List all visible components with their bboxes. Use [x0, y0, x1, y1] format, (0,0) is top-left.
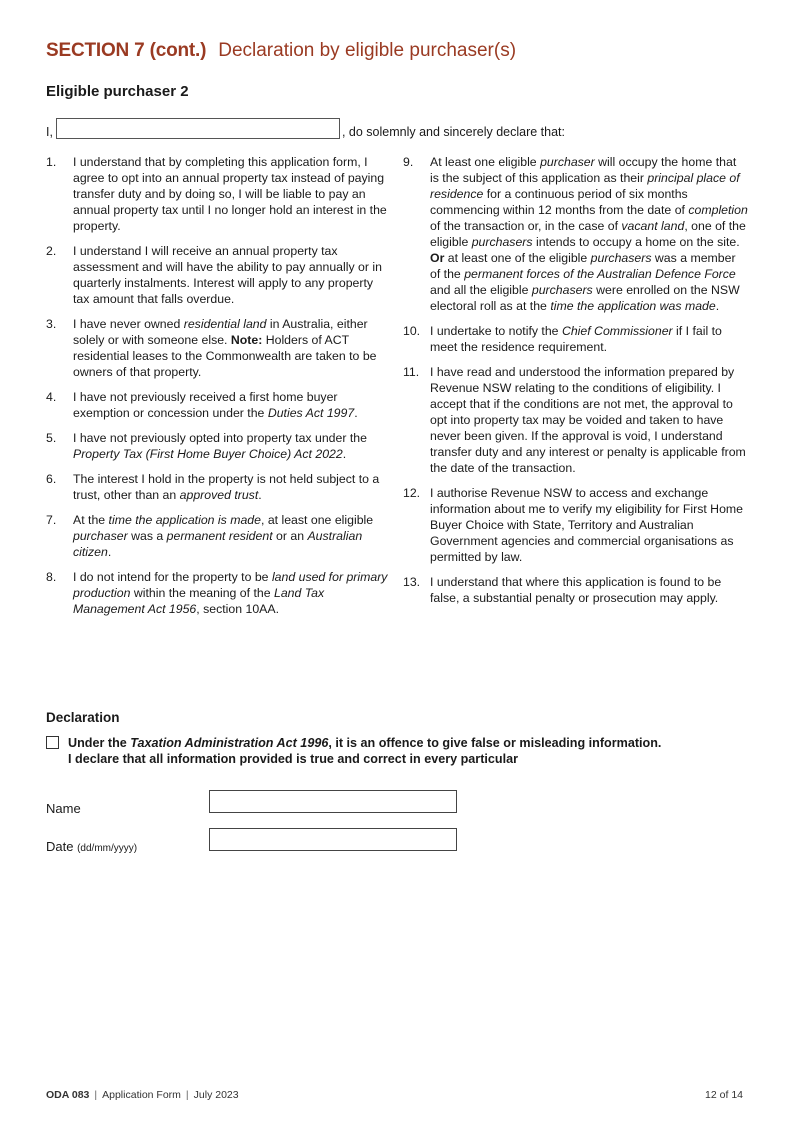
section-title — [46, 40, 516, 62]
declaration-item — [46, 512, 388, 560]
item-number: 2. — [46, 244, 57, 258]
item-number: 4. — [46, 390, 57, 404]
declaration-item — [403, 323, 748, 355]
declarant-name-input[interactable] — [56, 118, 340, 139]
declaration-item — [403, 485, 748, 565]
name-label: Name — [46, 801, 81, 816]
item-number: 10. — [403, 324, 421, 338]
form-code: ODA 083 — [46, 1089, 90, 1101]
item-text: I undertake to notify the Chief Commissioner if I fail to meet the residence requirement. — [430, 324, 722, 354]
form-date: July 2023 — [193, 1089, 239, 1101]
item-number: 5. — [46, 431, 57, 445]
declaration-item — [403, 364, 748, 476]
item-text: I have not previously received a first home buyer exemption or concession under the Duties Act 1997. — [73, 390, 358, 420]
page-footer — [46, 1089, 743, 1101]
intro-suffix: , do solemnly and sincerely declare that: — [341, 125, 565, 139]
purchaser-heading: Eligible purchaser 2 — [46, 83, 189, 100]
date-format-hint: (dd/mm/yyyy) — [77, 843, 138, 854]
item-text: I authorise Revenue NSW to access and exchange information about me to verify my eligibility for First Home Buyer Choice with State, Territory and Australian Government agencies and commercial organisations as permitted by law. — [430, 486, 743, 564]
item-text: I understand that by completing this application form, I agree to opt into an annual property tax instead of paying transfer duty and by doing so, I will be liable to pay an annual property tax until I no longer hold an interest in the property. — [73, 155, 387, 233]
section-label: SECTION 7 (cont.) — [46, 40, 207, 61]
item-number: 1. — [46, 155, 57, 169]
declaration-items-right — [403, 154, 748, 615]
declaration-item — [403, 574, 748, 606]
item-number: 7. — [46, 513, 57, 527]
item-text: At least one eligible purchaser will occupy the home that is the subject of this application as their principal place of residence for a continuous period of six months commencing within 12 months from the date of completion of the transaction or, in the case of vacant land, one of the eligible purchasers intends to occupy a home on the site. Or at least one of the eligible purchasers was a member of the permanent forces of the Australian Defence Force and all the eligible purchasers were enrolled on the NSW electoral roll as at the time the application was made. — [430, 155, 748, 313]
declaration-item — [46, 154, 388, 234]
item-text: The interest I hold in the property is not held subject to a trust, other than an approved trust. — [73, 472, 380, 502]
item-number: 13. — [403, 575, 421, 589]
name-field[interactable] — [209, 790, 457, 813]
item-text: I understand that where this application is found to be false, a substantial penalty or prosecution may apply. — [430, 575, 722, 605]
declaration-items-left — [46, 154, 388, 626]
declaration-item — [46, 569, 388, 617]
declaration-item — [403, 154, 748, 314]
item-text: I do not intend for the property to be land used for primary production within the meaning of the Land Tax Management Act 1956, section 10AA. — [73, 570, 388, 616]
declaration-item — [46, 316, 388, 380]
item-number: 11. — [403, 365, 420, 379]
intro-prefix: I, — [46, 125, 53, 139]
item-text: At the time the application is made, at least one eligible purchaser was a permanent resident or an Australian citizen. — [73, 513, 374, 559]
item-number: 9. — [403, 155, 414, 169]
item-number: 6. — [46, 472, 57, 486]
declarant-intro — [46, 118, 565, 139]
declaration-heading: Declaration — [46, 710, 120, 725]
declaration-statement — [46, 735, 661, 767]
form-type: Application Form — [102, 1089, 181, 1101]
declaration-line-2: I declare that all information provided is true and correct in every particular — [68, 752, 519, 766]
date-label: Date (dd/mm/yyyy) — [46, 839, 138, 854]
declaration-item — [46, 243, 388, 307]
date-field[interactable] — [209, 828, 457, 851]
item-number: 12. — [403, 486, 421, 500]
declaration-checkbox[interactable] — [46, 736, 59, 749]
item-number: 3. — [46, 317, 57, 331]
declaration-line-1: Under the Taxation Administration Act 1996, it is an offence to give false or misleading information. — [68, 736, 662, 750]
declaration-item — [46, 471, 388, 503]
section-subtitle: Declaration by eligible purchaser(s) — [218, 40, 517, 61]
item-number: 8. — [46, 570, 57, 584]
item-text: I have never owned residential land in Australia, either solely or with someone else. Note: Holders of ACT residential leases to the Commonwealth are taken to be owners of that property. — [73, 317, 377, 379]
declaration-item — [46, 430, 388, 462]
declaration-item — [46, 389, 388, 421]
item-text: I have not previously opted into property tax under the Property Tax (First Home Buyer Choice) Act 2022. — [73, 431, 367, 461]
item-text: I understand I will receive an annual property tax assessment and will have the ability to pay annually or in quarterly instalments. Interest will apply to any property tax amount that falls overdue. — [73, 244, 382, 306]
page-number: 12 of 14 — [705, 1089, 743, 1101]
footer-left: ODA 083 | Application Form | July 2023 — [46, 1089, 239, 1101]
item-text: I have read and understood the information prepared by Revenue NSW relating to the conditions of eligibility. I accept that if the conditions are not met, the approval to opt into property tax may be voided and taken to have never been given. If the approval is void, I understand transfer duty and any interest or penalty is applicable from the date of the transaction. — [430, 365, 746, 475]
